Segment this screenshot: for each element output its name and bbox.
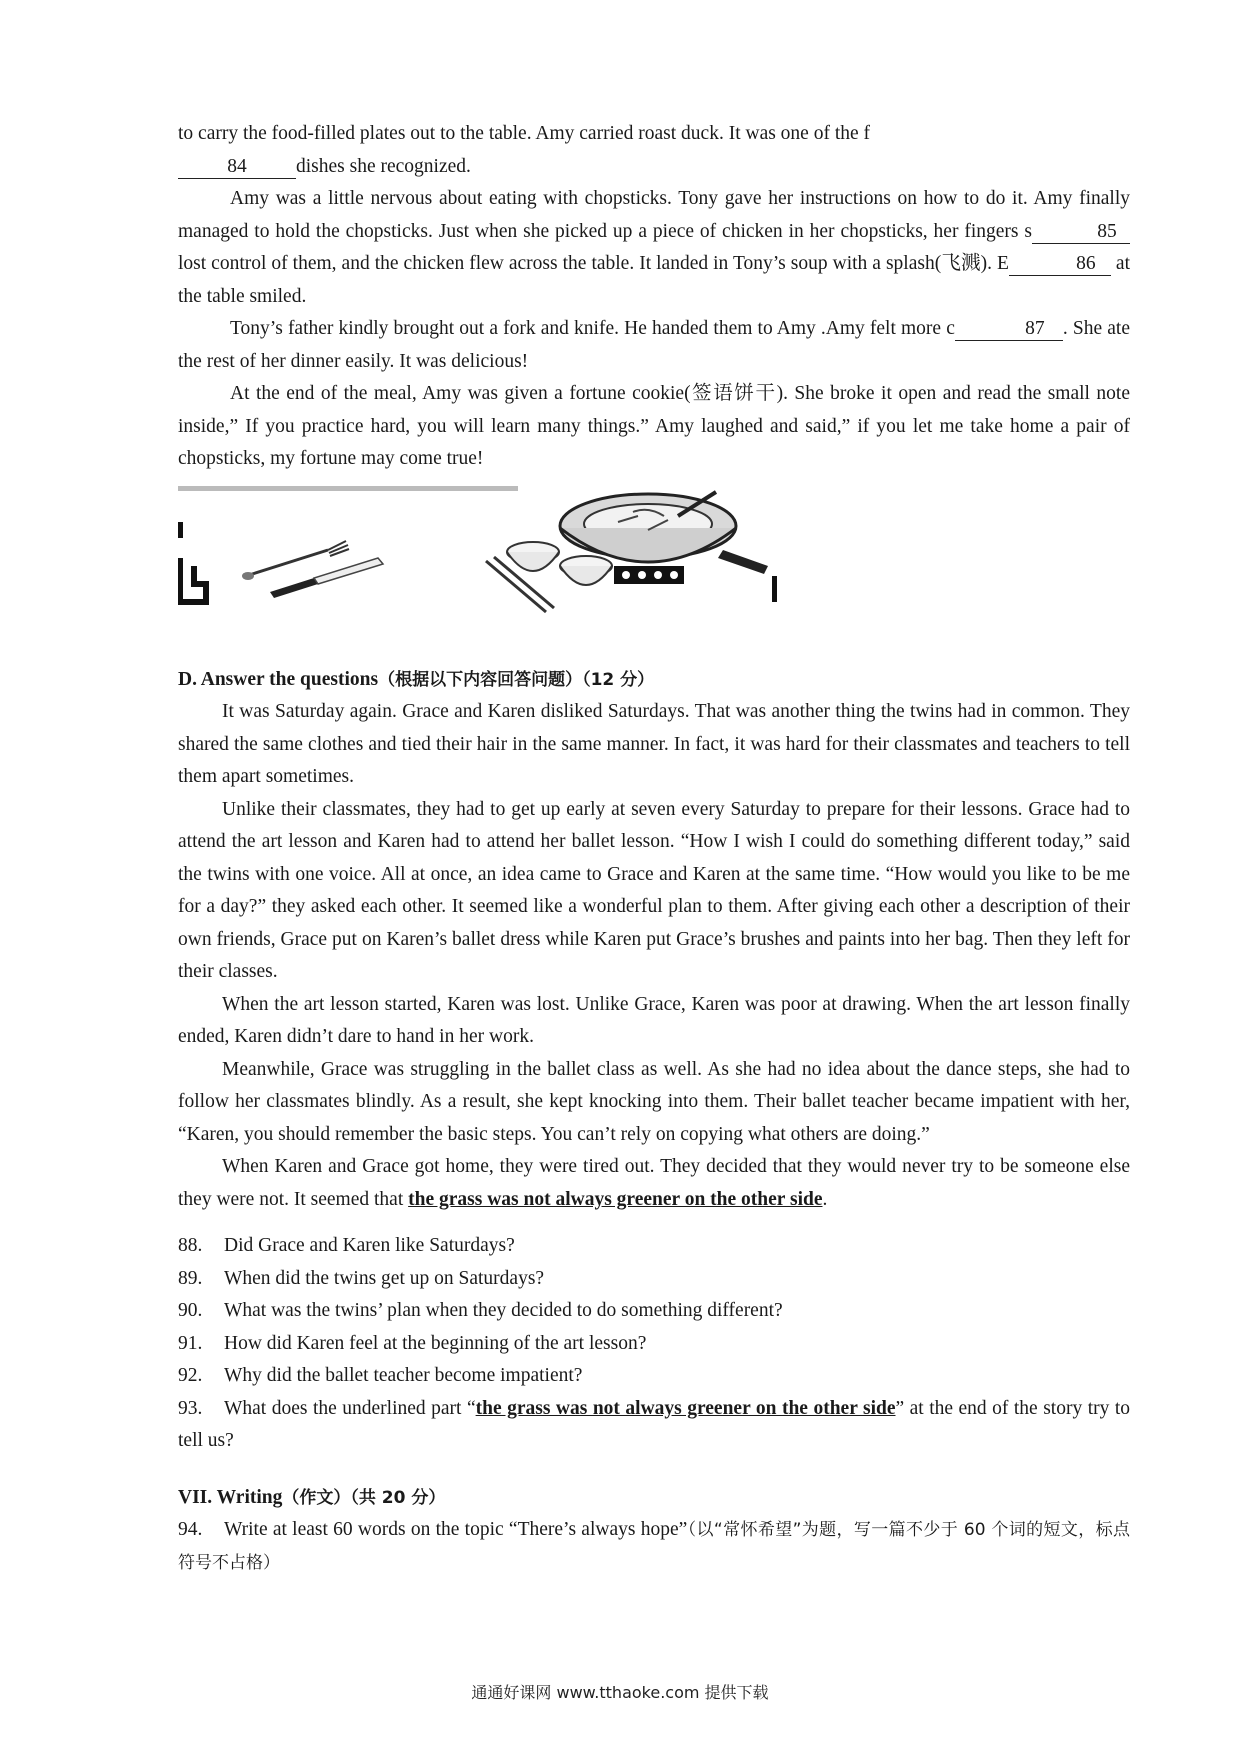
passage-text: Tony’s father kindly brought out a fork and knife. He handed them to Amy .Amy felt more c xyxy=(230,318,955,339)
passage-text: When Karen and Grace got home, they were tired out. They decided that they would never try to be someone else they were not. It seemed that xyxy=(178,1156,1130,1210)
question-text: Write at least 60 words on the topic “There’s always hope” xyxy=(224,1519,688,1540)
answer-blank-86[interactable] xyxy=(1009,253,1111,276)
question-text: How did Karen feel at the beginning of the art lesson? xyxy=(224,1332,647,1354)
tableware-drawing xyxy=(178,486,778,626)
question-text: What was the twins’ plan when they decided to do something different? xyxy=(224,1300,783,1321)
answer-blank-87[interactable] xyxy=(955,318,1063,341)
passage-text: at the table smiled. xyxy=(178,253,1131,307)
question-text: ” at the end of the story try to tell us? xyxy=(178,1397,1131,1451)
question-number: 88. xyxy=(178,1235,203,1256)
section-d-paragraph-2: Unlike their classmates, they had to get up early at seven every Saturday to prepare for their lessons. Grace had to attend the art lesson and Karen had to attend her ballet lesson. “How I wish I could do something different today,” said the twins with one voice. All at once, an idea came to Grace and Karen at the same time. “How would you like to be me for a day?” they asked each other. It seemed like a wonderful plan to them. After giving each other a description of their own friends, Grace put on Karen’s ballet dress while Karen put Grace’s brushes and paints into her bag. Then they left for their classes. xyxy=(178,798,1130,982)
answer-blank-85[interactable] xyxy=(1032,221,1130,244)
underlined-phrase: the grass was not always greener on the other side xyxy=(408,1188,823,1210)
question-number: 92. xyxy=(178,1365,203,1386)
blank-number: 86 xyxy=(1076,253,1096,274)
question-text: What does the underlined part “ xyxy=(224,1397,476,1419)
passage-text: . xyxy=(822,1188,828,1210)
passage-text: dishes she recognized. xyxy=(296,155,471,177)
question-90 xyxy=(178,1295,1130,1328)
section-title-en: D. Answer the questions xyxy=(178,668,379,690)
question-92 xyxy=(178,1360,1130,1393)
small-bowl-icon xyxy=(560,556,612,585)
section-title-en: VII. Writing xyxy=(178,1486,283,1508)
question-94 xyxy=(178,1514,1130,1579)
page-content xyxy=(178,118,1130,1579)
passage-c-paragraph-1 xyxy=(178,118,1130,183)
passage-c-paragraph-3 xyxy=(178,313,1130,378)
question-number: 94. xyxy=(178,1519,203,1540)
section-d-paragraph-1: It was Saturday again. Grace and Karen disliked Saturdays. That was another thing the twins had in common. They shared the same clothes and tied their hair in the same manner. In fact, it was hard for their classmates and teachers to tell them apart sometimes. xyxy=(178,701,1130,787)
underlined-phrase: the grass was not always greener on the other side xyxy=(475,1397,896,1419)
section-title-cn: （作文）（共 20 分） xyxy=(282,1487,446,1508)
question-text: When did the twins get up on Saturdays? xyxy=(224,1267,545,1289)
passage-text: to carry the food-filled plates out to the table. Amy carried roast duck. It was one of the f xyxy=(178,123,871,144)
question-text: Why did the ballet teacher become impatient? xyxy=(224,1365,583,1386)
question-number: 93. xyxy=(178,1397,203,1419)
section-title-cn: （根据以下内容回答问题）（12 分） xyxy=(378,669,655,690)
question-88 xyxy=(178,1230,1130,1263)
question-text-cn: （以“常怀希望”为题，写一篇不少于 60 个词的短文，标点符号不占格） xyxy=(178,1520,1130,1573)
question-93 xyxy=(178,1393,1130,1458)
question-list xyxy=(178,1230,1130,1458)
section-d-paragraph-5 xyxy=(178,1151,1130,1216)
passage-c-paragraph-4: At the end of the meal, Amy was given a fortune cookie(签语饼干). She broke it open and read the small note inside,” If you practice hard, you will learn many things.” Amy laughed and said,” if you let me take home a pair of chopsticks, my fortune may come true! xyxy=(178,383,1130,469)
section-d-title xyxy=(178,664,1130,697)
question-number: 91. xyxy=(178,1332,203,1354)
tableware-illustration xyxy=(178,486,778,626)
question-text: Did Grace and Karen like Saturdays? xyxy=(224,1235,515,1256)
corner-mark-icon xyxy=(180,558,206,602)
small-bowl-icon xyxy=(507,542,559,571)
blank-number: 84 xyxy=(227,155,247,177)
section-d-paragraph-3: When the art lesson started, Karen was lost. Unlike Grace, Karen was poor at drawing. When the art lesson finally ended, Karen didn’t dare to hand in her work. xyxy=(178,993,1130,1047)
blank-number: 85 xyxy=(1097,220,1117,242)
section-d-paragraph-4: Meanwhile, Grace was struggling in the ballet class as well. As she had no idea about the dance steps, she had to follow her classmates blindly. As a result, she kept knocking into them. Their ballet teacher became impatient with her, “Karen, you should remember the basic steps. You can’t rely on copying what others are doing.” xyxy=(178,1058,1130,1145)
page-footer: 通通好课网 www.tthaoke.com 提供下载 xyxy=(471,1683,769,1702)
passage-text: Amy was a little nervous about eating with chopsticks. Tony gave her instructions on how to do it. Amy finally managed to hold the chopsticks. Just when she picked up a piece of chicken in her chopsticks, her fingers s xyxy=(178,188,1130,242)
question-number: 90. xyxy=(178,1300,203,1321)
question-number: 89. xyxy=(178,1267,203,1289)
passage-c-paragraph-2 xyxy=(178,183,1130,313)
passage-text: . She ate the rest of her dinner easily. It was delicious! xyxy=(178,318,1130,372)
question-89 xyxy=(178,1263,1130,1296)
passage-text: lost control of them, and the chicken flew across the table. It landed in Tony’s soup with a splash(飞溅). E xyxy=(178,253,1009,274)
question-91 xyxy=(178,1328,1130,1361)
blank-number: 87 xyxy=(1025,318,1045,339)
hotpot-icon xyxy=(560,492,777,602)
section-vii-title xyxy=(178,1482,1130,1515)
answer-blank-84[interactable] xyxy=(178,156,296,179)
